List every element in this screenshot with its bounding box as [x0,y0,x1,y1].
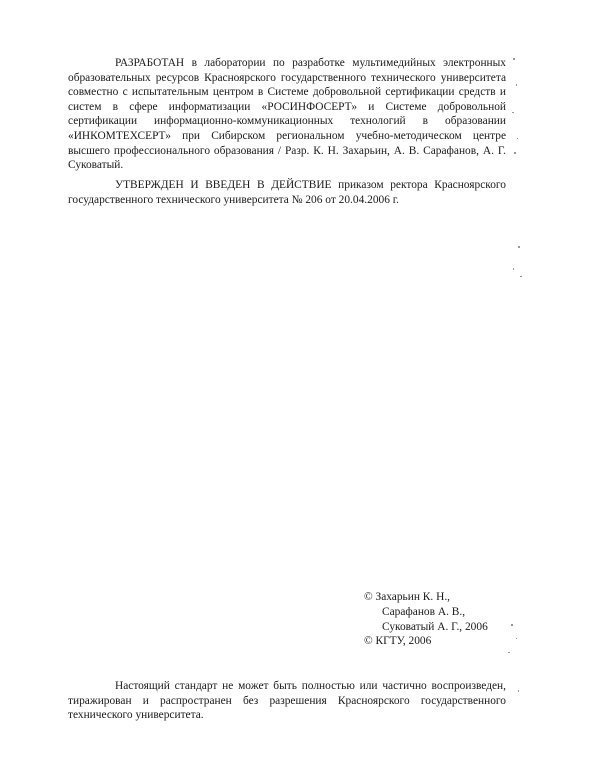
scan-speck [516,84,517,86]
approved-paragraph [68,178,506,207]
scan-speck [514,152,516,154]
notice-text: Настоящий стандарт не может быть полностью или частично воспроизведен, тиражирован и распространен без разрешения Красноярского государственного технического университета. [68,680,506,722]
scan-speck [518,690,519,692]
scan-speck [520,276,522,277]
copyright-author-2: Сарафанов А. В., [382,605,466,618]
developed-paragraph [68,56,506,173]
scan-speck [512,112,514,113]
scan-speck [513,58,515,60]
scan-speck [511,624,513,626]
scan-speck [517,138,518,139]
copyright-author-1: © Захарьин К. Н., [364,591,451,603]
scan-speck [518,246,520,248]
copyright-block [364,590,524,649]
approved-text: УТВЕРЖДЕН И ВВЕДЕН В ДЕЙСТВИЕ приказом ректора Красноярского государственного технического университета № 206 от 20.04.2006 г. [68,179,506,206]
scan-speck [508,652,510,653]
copyright-org: © КГТУ, 2006 [364,635,432,648]
copyright-author-3: Суковатый А. Г., 2006 [382,620,488,633]
notice-paragraph [68,679,506,723]
scan-speck [513,268,514,270]
developed-text: РАЗРАБОТАН в лаборатории по разработке мультимедийных электронных образовательных ресурсов Красноярского государственного технического университета совместно с испытательным центром в Системе добровольной сертификации средств и систем в сфере информатизации «РОСИНФОСЕРТ» и Системе добровольной сертификации информационно-коммуникационных технологий в образовании «ИНКОМТЕХСЕРТ» при Сибирском региональном учебно-методическом центре высшего профессионального образования / Разр. К. Н. Захарьин, А. В. Сарафанов, А. Г. Суковатый. [68,57,506,172]
scan-speck [516,638,517,639]
